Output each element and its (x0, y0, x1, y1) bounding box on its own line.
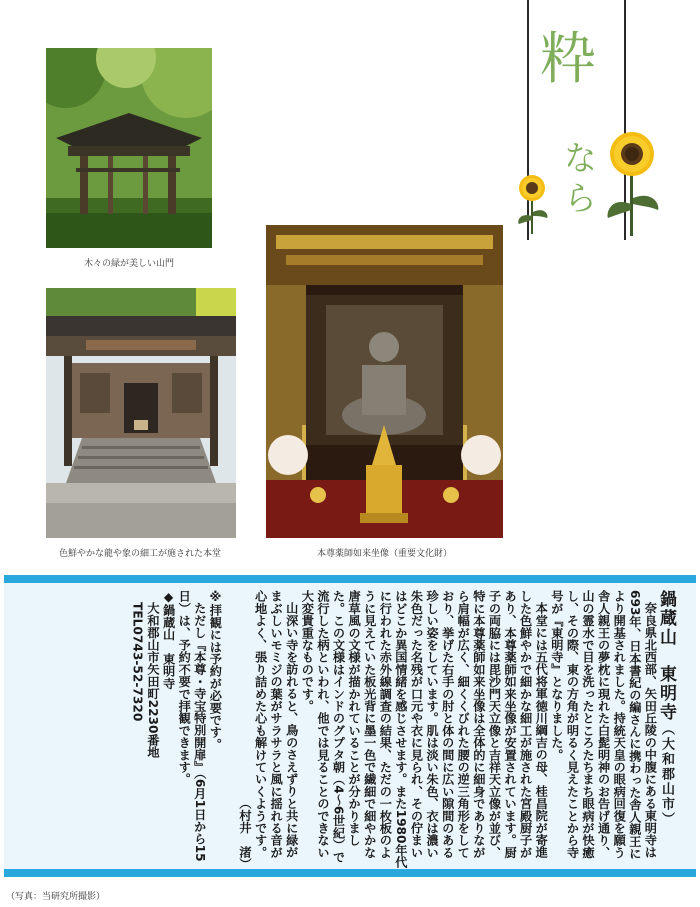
paragraph-2: 本堂には五代将軍徳川綱吉の母、桂昌院が寄進した色鮮やかで細かな細工が施された宮殿厨子があり、本尊薬師如来坐像が安置されています。厨子の両脇には毘沙門天立像と吉祥天立像が並び、特に本尊薬師如来坐像は全体的に細身でありながら肩幅が広く、細くくびれた腰の逆三角形をしており、挙げた右手の肘と体の間に広い隙間のある珍しい姿をしています。肌は淡い朱色、衣は濃い朱色だった名残が口元や衣に見られ、その佇まいはどこか異国情緒を感じさせます。また1980年代に行われた赤外線調査の結果、ただの一枚板のように見えていた板光背に墨一色で繊細で細やかな唐草風の文様が描かれていることが分かりました。この文様はインドのグプタ朝（4～6世紀）で流行した柄といわれ、他では見ることのできない大変貴重なものです。 (300, 590, 549, 868)
paragraph-3 (236, 590, 298, 870)
photo-credit: （写真：当研究所撮影） (6, 892, 106, 902)
sunflower-large-icon (600, 126, 664, 236)
access-address: 大和郡山市矢田町2230番地 (146, 602, 160, 759)
article-title (657, 590, 674, 870)
author: （村井 渚） (237, 796, 252, 870)
paragraph-1: 奈良県北西部、矢田丘陵の中腹にある東明寺は693年、日本書紀の編さんに携わった舎人親王により開基されました。持統天皇の眼病回復を願う舎人親王の夢枕に現れた白髭明神のお告げ通り、山の霊水で目を洗ったところたちまち眼病が快癒し、その際、東の方角が明るく見えたことから寺号が『東明寺』となりました。 (549, 590, 658, 860)
brand-kana: なら (557, 140, 597, 220)
region: （大和郡山市） (659, 722, 674, 827)
sanmon-caption: 木々の緑が美しい山門 (83, 259, 174, 269)
sanmon-photo (46, 48, 212, 248)
note-special-opening: ただし『本尊・寺宝特別開扉』（6月1日から15日）は、予約不要で拝観できます。 (177, 590, 207, 862)
article-body (20, 590, 674, 870)
notes (176, 590, 223, 870)
access-tel: TEL0743-52-7320 (130, 602, 145, 722)
access-info (129, 590, 176, 870)
note-reservation: ※拝観には予約が必要です。 (208, 590, 223, 751)
access-name: ◆鍋蔵山 東明寺 (161, 590, 176, 690)
hondo-photo (46, 288, 236, 538)
paragraph-3-text: 山深い寺を訪れると、鳥のさえずりと共に緑がまぶしいモミジの葉がサラサラと風に揺れる音が心地よく、張り詰めた心も解けていくようです。 (253, 590, 299, 859)
honzon-caption: 本尊薬師如来坐像（重要文化財） (316, 549, 452, 559)
spacer (222, 590, 236, 870)
brand-kanji: 粋 (540, 27, 596, 92)
mountain-name: 鍋蔵山 (656, 590, 676, 647)
temple-name: 東明寺 (656, 665, 676, 722)
honzon-photo (266, 225, 503, 538)
hondo-caption: 色鮮やかな龍や象の細工が施された本堂 (58, 549, 221, 559)
sunflower-small-icon (515, 172, 551, 234)
